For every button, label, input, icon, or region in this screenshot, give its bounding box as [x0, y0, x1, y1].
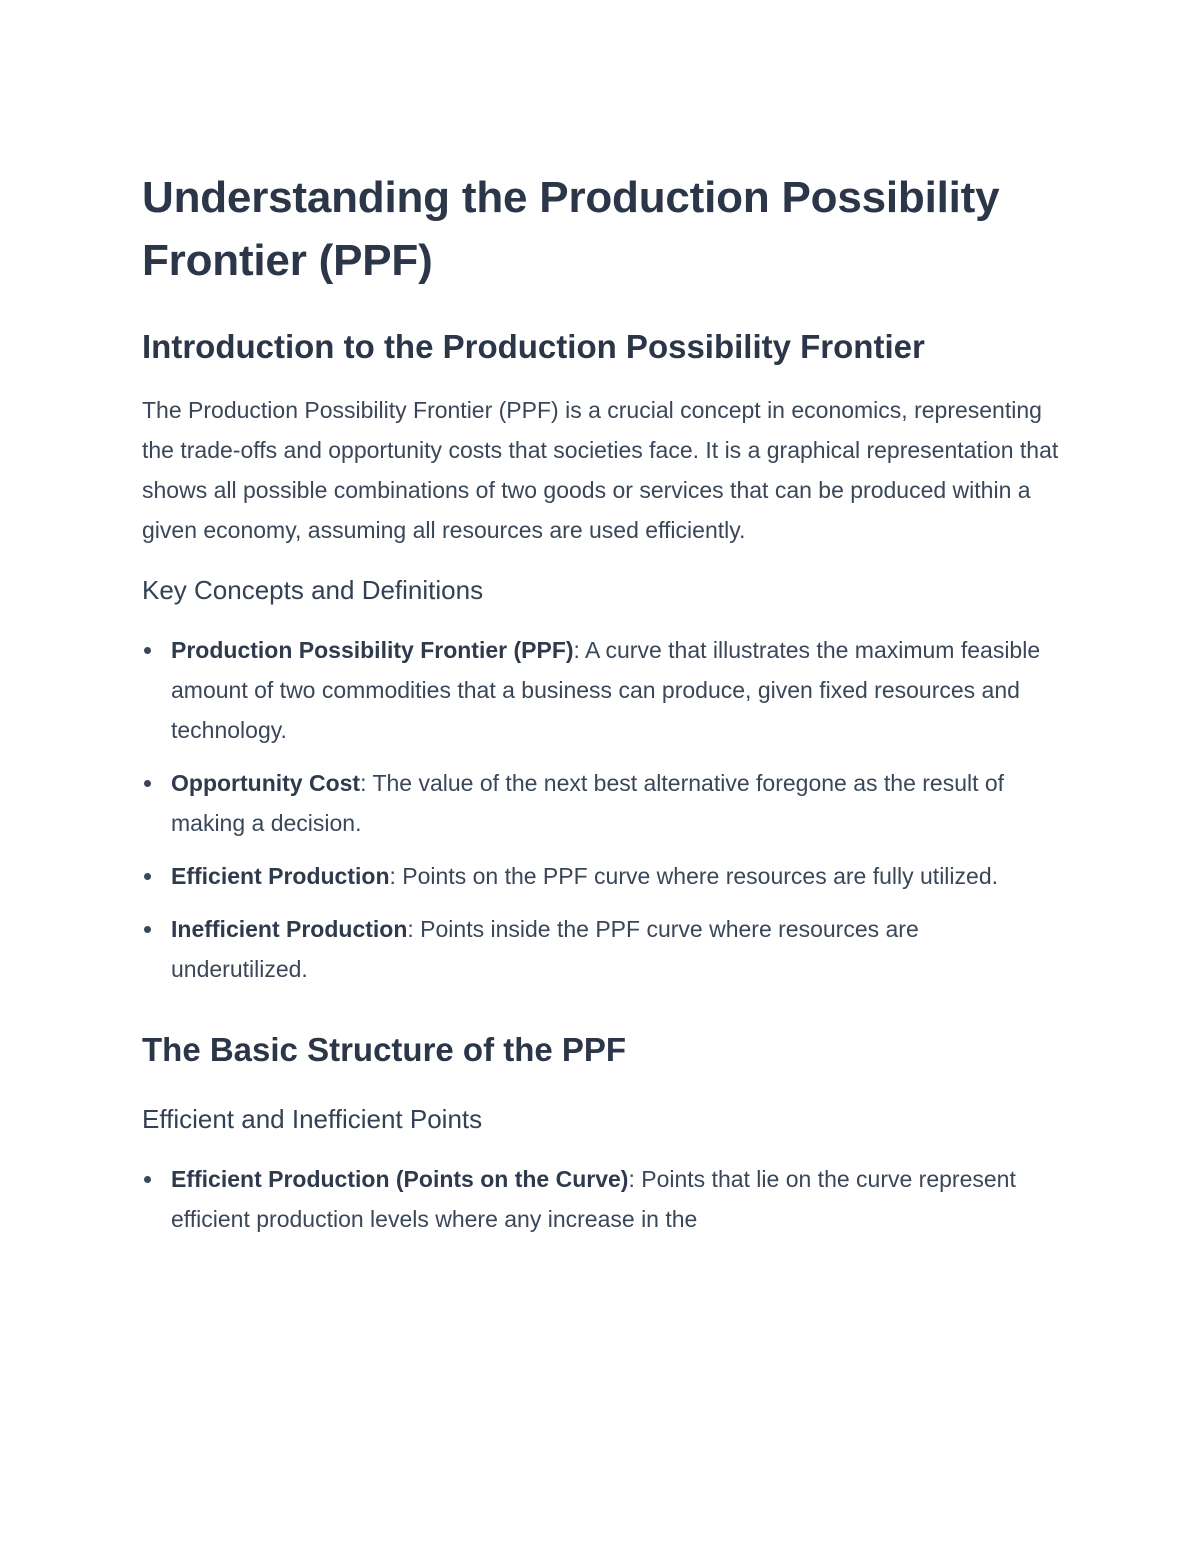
term-definition: : Points on the PPF curve where resources are fully utilized.	[389, 863, 999, 889]
list-item	[142, 763, 1051, 843]
term-definition: : The value of the next best alternative foregone as the result of making a decision.	[171, 770, 1005, 836]
list-item	[142, 909, 1051, 989]
list-item	[142, 856, 1051, 896]
term-definition: : Points inside the PPF curve where resources are underutilized.	[171, 916, 919, 982]
bullet-icon	[144, 1176, 151, 1183]
document-content	[142, 166, 1062, 1252]
term-definition: : A curve that illustrates the maximum feasible amount of two commodities that a business can produce, given fixed resources and technology.	[171, 637, 1041, 743]
efficient-points-list	[142, 1159, 1062, 1239]
subheading-efficient-points: Efficient and Inefficient Points	[142, 1104, 483, 1134]
page-title: Understanding the Production Possibility Frontier (PPF)	[142, 173, 1000, 285]
key-concepts-list	[142, 630, 1062, 989]
bullet-icon	[144, 647, 151, 654]
bullet-icon	[144, 780, 151, 787]
term-definition: : Points that lie on the curve represent efficient production levels where any increase in the	[171, 1166, 1016, 1232]
subheading-key-concepts: Key Concepts and Definitions	[142, 575, 484, 605]
list-item	[142, 630, 1051, 750]
section-heading-basic-structure: The Basic Structure of the PPF	[142, 1031, 627, 1068]
term-label: Production Possibility Frontier (PPF)	[171, 637, 574, 663]
intro-paragraph: The Production Possibility Frontier (PPF) is a crucial concept in economics, representing the trade-offs and opportunity costs that societies face. It is a graphical representation that shows all possible combinations of two goods or services that can be produced within a given economy, assuming all resources are used efficiently.	[142, 397, 1059, 543]
bullet-icon	[144, 926, 151, 933]
term-label: Efficient Production (Points on the Curve)	[171, 1166, 629, 1192]
term-label: Efficient Production	[171, 863, 390, 889]
term-label: Opportunity Cost	[171, 770, 361, 796]
term-label: Inefficient Production	[171, 916, 408, 942]
section-heading-introduction: Introduction to the Production Possibility Frontier	[142, 328, 925, 365]
list-item	[142, 1159, 1051, 1239]
bullet-icon	[144, 873, 151, 880]
